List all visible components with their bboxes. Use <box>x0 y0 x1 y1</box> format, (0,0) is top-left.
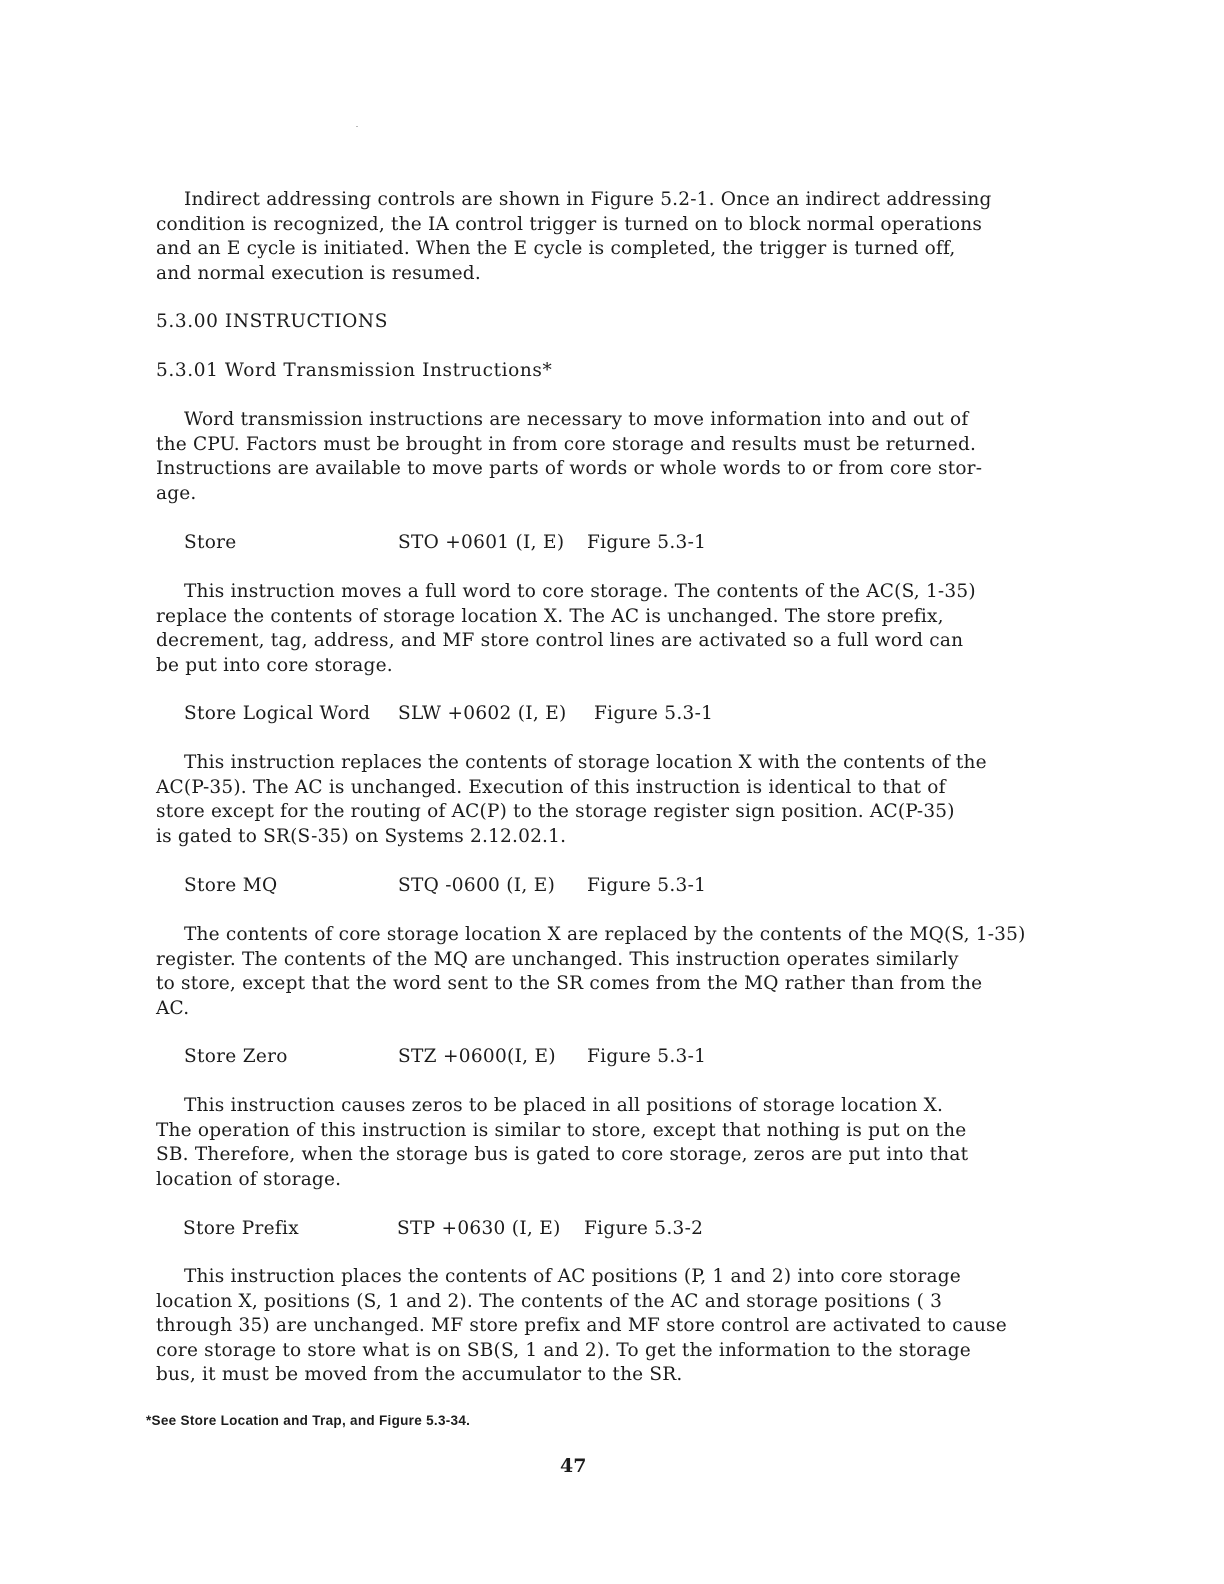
instruction-code: STO +0601 (I, E) <box>398 532 565 553</box>
paragraph-line: This instruction replaces the contents of storage location X with the contents of the <box>184 752 987 773</box>
paragraph-line: SB. Therefore, when the storage bus is gated to core storage, zeros are put into that <box>156 1144 969 1165</box>
subsection-heading: 5.3.01 Word Transmission Instructions* <box>156 360 553 381</box>
paragraph-line: Indirect addressing controls are shown in Figure 5.2-1. Once an indirect addressing <box>184 189 992 210</box>
paragraph-line: bus, it must be moved from the accumulator to the SR. <box>156 1364 683 1385</box>
paragraph-line: replace the contents of storage location X. The AC is unchanged. The store prefix, <box>156 605 944 627</box>
instruction-name: Store MQ <box>184 875 278 896</box>
instruction-code: STQ -0600 (I, E) <box>398 875 556 896</box>
paragraph-line: Instructions are available to move parts of words or whole words to or from core stor- <box>156 458 983 479</box>
instruction-description <box>156 751 1036 849</box>
paragraph-line: age. <box>156 482 197 504</box>
word-transmission-paragraph <box>156 408 1036 506</box>
instruction-code: SLW +0602 (I, E) <box>398 703 567 724</box>
paragraph-line: through 35) are unchanged. MF store prefix and MF store control are activated to cause <box>156 1315 1007 1336</box>
instruction-code: STZ +0600(I, E) <box>398 1046 556 1067</box>
intro-paragraph <box>156 188 1036 286</box>
paragraph-line: store except for the routing of AC(P) to the storage register sign position. AC(P-35) <box>156 801 955 822</box>
instruction-name: Store Zero <box>184 1046 288 1067</box>
paragraph-line: This instruction moves a full word to core storage. The contents of the AC(S, 1-35) <box>184 581 976 602</box>
scan-speck <box>356 126 358 127</box>
instruction-name: Store Prefix <box>183 1218 299 1239</box>
instruction-figure-ref: Figure 5.3-1 <box>594 703 714 724</box>
footnote: *See Store Location and Trap, and Figure 5.3-34. <box>146 1413 471 1428</box>
instruction-name: Store <box>184 532 237 553</box>
paragraph-line: This instruction causes zeros to be placed in all positions of storage location X. <box>184 1095 944 1116</box>
paragraph-line: be put into core storage. <box>156 654 393 676</box>
paragraph-line: and normal execution is resumed. <box>156 262 481 284</box>
instruction-description <box>156 1265 1036 1388</box>
instruction-figure-ref: Figure 5.3-1 <box>587 875 707 896</box>
paragraph-line: The contents of core storage location X are replaced by the contents of the MQ(S, 1-35) <box>184 924 1026 945</box>
instruction-figure-ref: Figure 5.3-2 <box>584 1218 704 1239</box>
paragraph-line: to store, except that the word sent to the SR comes from the MQ rather than from the <box>156 973 983 994</box>
instruction-name: Store Logical Word <box>184 703 371 724</box>
instruction-description <box>156 580 1036 678</box>
paragraph-line: is gated to SR(S-35) on Systems 2.12.02.1. <box>156 825 567 847</box>
section-heading: 5.3.00 INSTRUCTIONS <box>156 311 388 332</box>
paragraph-line: AC. <box>156 997 190 1019</box>
page-number: 47 <box>560 1455 587 1477</box>
paragraph-line: The operation of this instruction is similar to store, except that nothing is put on the <box>156 1119 967 1141</box>
paragraph-line: decrement, tag, address, and MF store control lines are activated so a full word can <box>156 630 964 651</box>
instruction-figure-ref: Figure 5.3-1 <box>587 1046 707 1067</box>
instruction-description <box>156 923 1036 1021</box>
instruction-figure-ref: Figure 5.3-1 <box>587 532 707 553</box>
paragraph-line: the CPU. Factors must be brought in from core storage and results must be returned. <box>156 433 977 455</box>
paragraph-line: AC(P-35). The AC is unchanged. Execution of this instruction is identical to that of <box>156 776 946 798</box>
instruction-code: STP +0630 (I, E) <box>397 1218 561 1239</box>
instruction-description <box>156 1094 1036 1192</box>
paragraph-line: location of storage. <box>156 1168 342 1190</box>
paragraph-line: location X, positions (S, 1 and 2). The contents of the AC and storage positions ( 3 <box>156 1290 943 1312</box>
paragraph-line: and an E cycle is initiated. When the E cycle is completed, the trigger is turned off, <box>156 238 956 259</box>
paragraph-line: Word transmission instructions are necessary to move information into and out of <box>184 409 969 430</box>
paragraph-line: condition is recognized, the IA control trigger is turned on to block normal operations <box>156 213 983 235</box>
paragraph-line: core storage to store what is on SB(S, 1 and 2). To get the information to the storage <box>156 1339 971 1361</box>
paragraph-line: register. The contents of the MQ are unchanged. This instruction operates similarly <box>156 948 959 970</box>
paragraph-line: This instruction places the contents of AC positions (P, 1 and 2) into core storage <box>184 1266 961 1287</box>
